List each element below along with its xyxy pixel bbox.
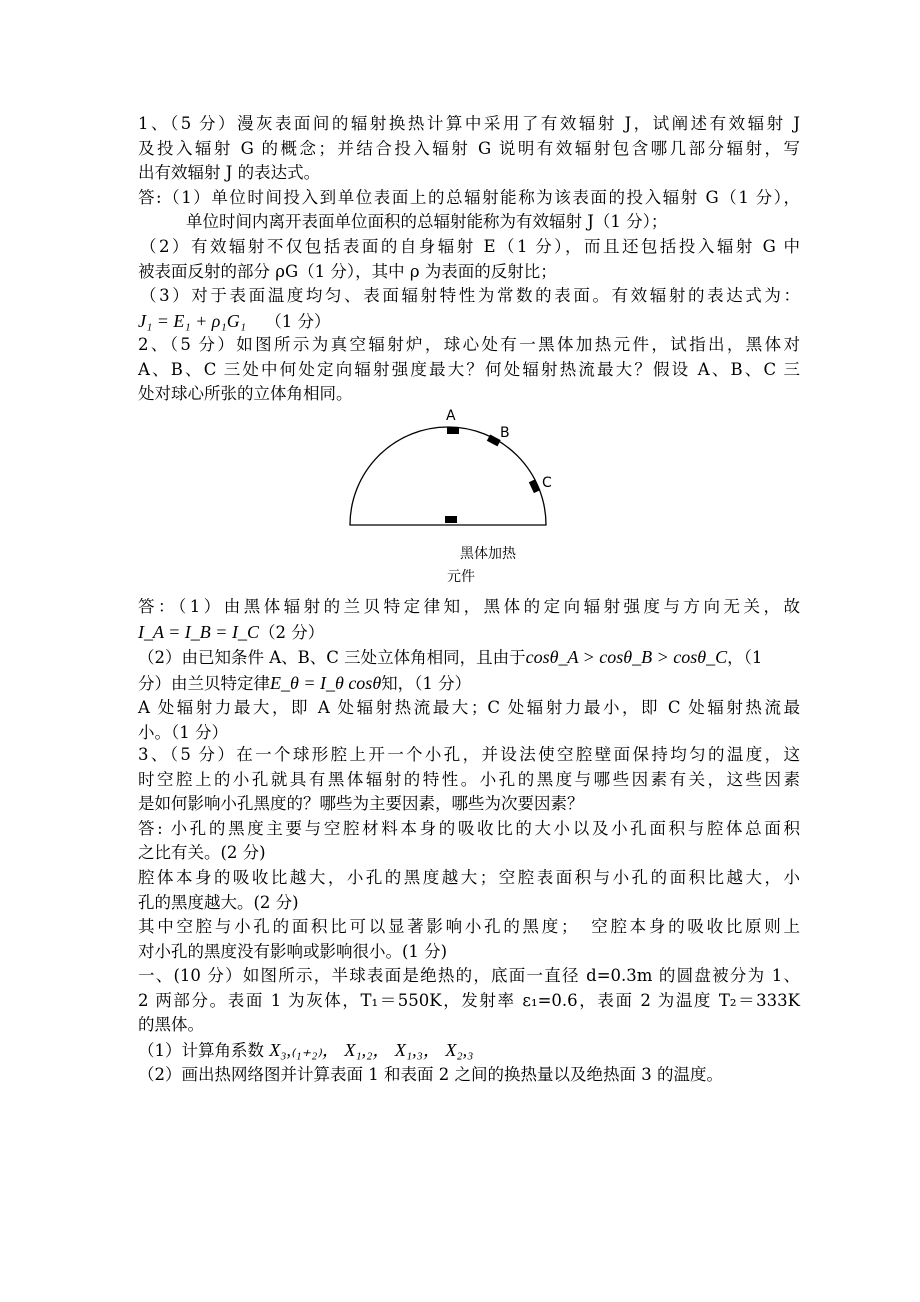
text: （1）计算角系数 [138,1040,264,1060]
text-line: 腔体本身的吸收比越大，小孔的黑度越大；空腔表面积与小孔的面积比越大，小 [138,867,800,887]
formula: I_A = I_B = I_C [138,621,259,642]
text-line: 其中空腔与小孔的面积比可以显著影响小孔的黑度； 空腔本身的吸收比原则上 [138,917,800,937]
text-line: 3、（5 分）在一个球形腔上开一个小孔，并设法使空腔壁面保持均匀的温度，这 [138,745,800,764]
question-4 [138,964,800,1088]
text-line: 的黑体。 [138,1015,204,1035]
text-line: 2、（5 分）如图所示为真空辐射炉，球心处有一黑体加热元件，试指出，黑体对 [138,335,800,354]
text-line: （2）有效辐射不仅包括表面的自身辐射 E（1 分），而且还包括投入辐射 G 中 [140,236,800,256]
question-3 [138,743,800,964]
label-c: C [542,475,552,491]
text-line: 之比有关。(2 分) [138,843,266,863]
question-2-answer [138,595,800,746]
text-line: 时空腔上的小孔就具有黑体辐射的特性。小孔的黑度与哪些因素有关，这些因素 [138,769,800,789]
caption-line2: 元件 [447,569,475,585]
text-line [138,645,800,671]
text-line: 答: 小孔的黑度主要与空腔材料本身的吸收比的大小以及小孔面积与腔体总面积 [138,818,800,838]
heater-element [445,516,457,523]
score: （2 分） [258,622,325,642]
hemisphere-outline [350,427,546,525]
text-line: 2 两部分。表面 1 为灰体，T₁＝550K，发射率 ε₁=0.6，表面 2 为温度 T₂＝333K [138,990,800,1010]
furnace-diagram [340,400,570,590]
text-line: 出有效辐射 J 的表达式。 [138,163,321,183]
score: （1 分） [265,311,331,331]
formula: cosθ_A > cosθ_B > cosθ_C [525,647,728,668]
text-line: A 处辐射力最大，即 A 处辐射热流最大；C 处辐射力最小，即 C 处辐射热流最 [138,698,800,718]
text-line: 一、(10 分）如图所示，半球表面是绝热的，底面一直径 d=0.3m 的圆盘被分为 1、 [138,966,800,985]
text-line: 单位时间内离开表面单位面积的总辐射能称为有效辐射 J（1 分）； [186,212,668,232]
marker-a [447,427,459,434]
formula: E_θ = I_θ cosθ [270,672,382,693]
text: 知，（1 分） [381,673,472,693]
text-line: 及投入辐射 G 的概念；并结合投入辐射 G 说明有效辐射包含哪几部分辐射，写 [138,138,800,158]
text-line: 1、（5 分）漫灰表面间的辐射换热计算中采用了有效辐射 J，试阐述有效辐射 J [138,114,800,133]
formula-line [138,309,800,335]
text: ，（1 [727,648,763,668]
formula: X₃,₍₁₊₂₎， X₁,₂， X₁,₃， X₂,₃ [269,1039,474,1060]
text-line: （3）对于表面温度均匀、表面辐射特性为常数的表面。有效辐射的表达式为： [140,286,800,306]
text-line: A、B、C 三处中何处定向辐射强度最大？何处辐射热流最大？假设 A、B、C 三 [138,359,800,379]
text-line: 小。（1 分） [138,722,228,742]
question-1 [138,112,800,334]
text-line: 孔的黑度越大。(2 分) [138,892,299,912]
text-line [138,671,800,697]
text-line: 被表面反射的部分 ρG（1 分），其中 ρ 为表面的反射比； [138,261,557,281]
question-2 [138,333,800,407]
text-line: 答:（1）单位时间投入到单位表面上的总辐射能称为该表面的投入辐射 G（1 分）， [138,187,800,207]
text-line: 对小孔的黑度没有影响或影响很小。(1 分) [138,941,448,961]
formula-line [138,620,800,646]
text: （2）由已知条件 A、B、C 三处立体角相同，且由于 [138,648,526,668]
text-line [138,1038,800,1064]
caption-line1: 黑体加热 [460,546,516,562]
text-line: 处对球心所张的立体角相同。 [138,384,353,404]
text-line: 答：（1）由黑体辐射的兰贝特定律知，黑体的定向辐射强度与方向无关，故 [138,597,800,616]
label-b: B [500,425,510,441]
label-a: A [446,408,456,424]
text-line: 是如何影响小孔黑度的？哪些为主要因素，哪些为次要因素？ [138,794,584,814]
text-line: （2）画出热网络图并计算表面 1 和表面 2 之间的换热量以及绝热面 3 的温度。 [138,1065,723,1085]
formula: J₁ = E₁ + ρ₁G₁ [138,310,246,331]
text: 分）由兰贝特定律 [138,673,270,693]
